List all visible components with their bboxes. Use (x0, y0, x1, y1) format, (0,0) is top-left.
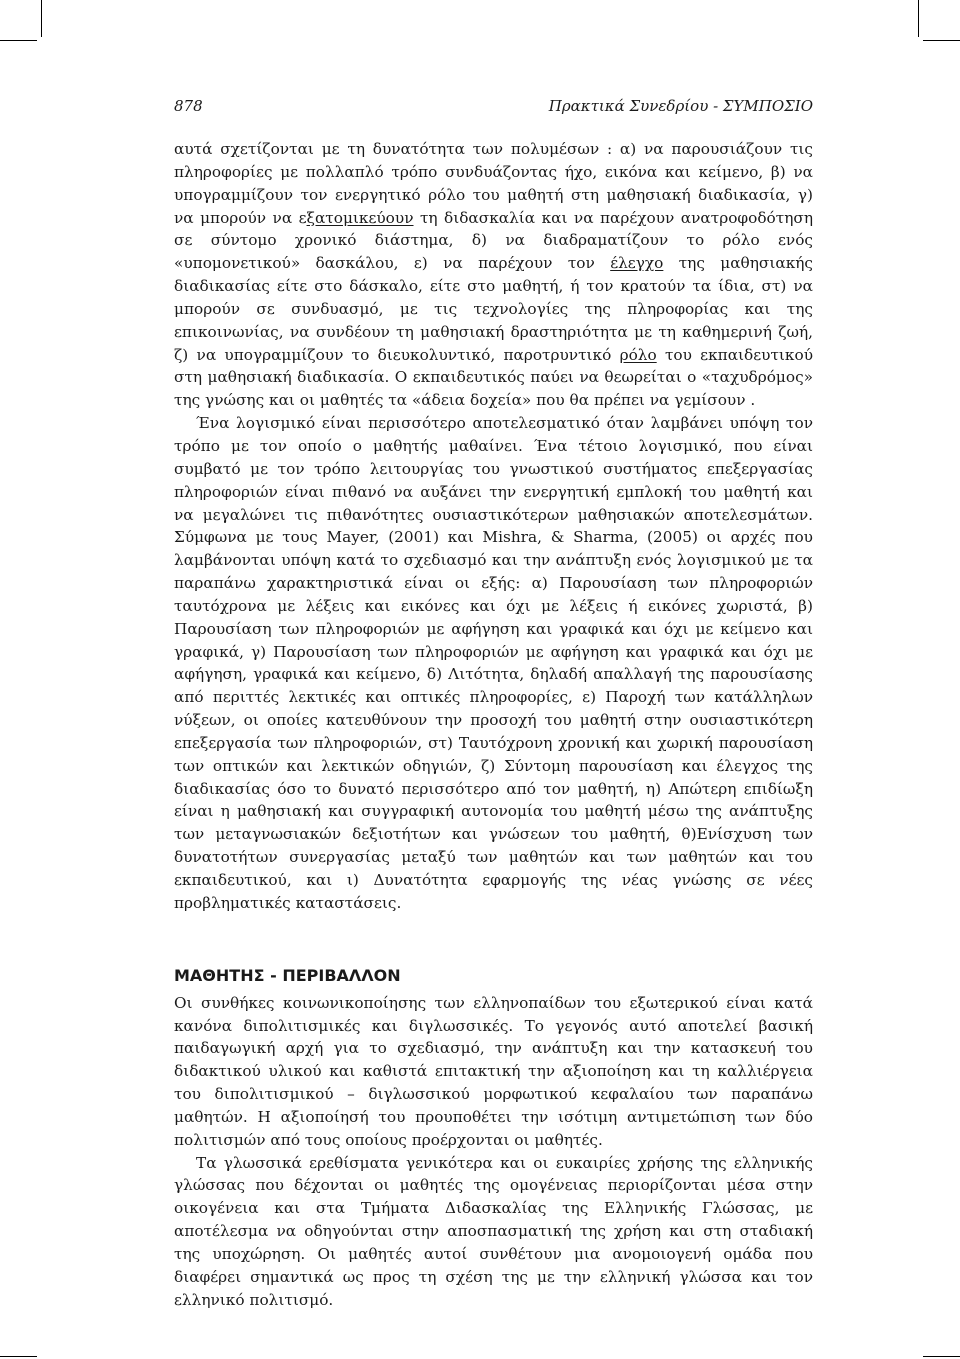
paragraph-effective-software: Ένα λογισμικό είναι περισσότερο αποτελεσματικό όταν λαμβάνει υπόψη τον τρόπο με τον οποίο ο μαθητής μαθαίνει. Ένα τέτοιο λογισμικό, που είναι συμβατό με τον τρόπο λειτουργίας του γνωστικού συστήματος επεξεργασίας πληροφοριών είναι πιθανό να αυξάνει την ενεργητική εμπλοκή του μαθητή και να μεγαλώνει τις πιθανότητες ουσιαστικότερων μαθησιακών αποτελεσμάτων. Σύμφωνα με τους Mayer, (2001) και Mishra, & Sharma, (2005) οι αρχές που λαμβάνονται υπόψη κατά το σχεδιασμό και την ανάπτυξη ενός λογισμικού με τα παραπάνω χαρακτηριστικά είναι οι εξής: α) Παρουσίαση των πληροφοριών ταυτόχρονα με λέξεις και εικόνες και όχι με λέξεις ή εικόνες χωριστά, β) Παρουσίαση των πληροφοριών με αφήγηση και γραφικά και όχι με κείμενο και γραφικά, γ) Παρουσίαση των πληροφοριών με αφήγηση και γραφικά και όχι με αφήγηση, γραφικά και κείμενο, δ) Λιτότητα, δηλαδή απαλλαγή της παρουσίασης από περιττές λεκτικές και οπτικές πληροφορίες, ε) Παροχή των κατάλληλων νύξεων, οι οποίες κατευθύνουν την προσοχή του μαθητή στην ουσιαστικότερη επεξεργασία των πληροφοριών, στ) Ταυτόχρονη χρονική και χωρική παρουσίαση των οπτικών και λεκτικών οδηγιών, ζ) Σύντομη παρουσίαση και έλεγχος της διαδικασίας όσο το δυνατό περισσότερο από τον μαθητή, η) Απώτερη επιδίωξη είναι η μαθησιακή και συγγραφική αυτονομία του μαθητή μέσω της ανάπτυξης των μεταγνωσιακών δεξιοτήτων και γνώσεων του μαθητή, θ)Ενίσχυση των δυνατοτήτων συνεργασίας μεταξύ των μαθητών και των μαθητών και του εκπαιδευτικού, και ι) Δυνατότητα εφαρμογής της νέας γνώσης σε νέες προβληματικές καταστάσεις. (174, 414, 813, 912)
crop-mark-top-right-vertical (918, 0, 919, 37)
page-number: 878 (174, 97, 203, 115)
page-body (174, 138, 813, 1312)
crop-mark-bottom-left (0, 1356, 37, 1357)
text-run: τη διδασκαλία και να παρέχουν ανατροφοδότηση σε σύντομο χρονικό διάστημα, δ) να διαδραματίζουν το ρόλο ενός «υπομονετικού» δασκάλου, ε) να παρέχουν τον (174, 208, 813, 273)
text-run: αυτά σχετίζονται με τη δυνατότητα των πολυμέσων : α) να παρουσιάζουν τις πληροφορίες με πολλαπλό τρόπο συνδυάζοντας ήχο, εικόνα και κείμενο, β) να υπογραμμίζουν τον ενεργητικό ρόλο του μαθητή στη μαθησιακή διαδικασία, γ) να μπορούν να ε (174, 140, 813, 227)
crop-mark-top-left-vertical (41, 0, 42, 37)
section-heading: ΜΑΘΗΤΗΣ - ΠΕΡΙΒΑΛΛΟΝ (174, 965, 401, 985)
crop-mark-bottom-right (923, 1356, 960, 1357)
underlined-word: ρόλο (619, 345, 657, 364)
text-run: της μαθησιακής διαδικασίας είτε στο δάσκαλο, είτε στο μαθητή, ή τον κρατούν τα ίδια, στ) να μπορούν σε συνδυασμό, με τις τεχνολογίες της πληροφορίας και της επικοινωνίας, να συνδέουν τη μαθησιακή δραστηριότητα με τη καθημερινή ζωή, ζ) να υπογραμμίζουν το διευκολυντικό, παροτρυντικό (174, 254, 813, 364)
underlined-word: έλεγχο (610, 254, 664, 273)
crop-mark-top-left-horizontal (0, 40, 37, 41)
paragraph-language-stimuli: Τα γλωσσικά ερεθίσματα γενικότερα και οι ευκαιρίες χρήσης της ελληνικής γλώσσας που δέχονται οι μαθητές της ομογένειας περιορίζονται μέσα στην οικογένεια και στα Τμήματα Διδασκαλίας της Ελληνικής Γλώσσας, με αποτέλεσμα να οδηγούνται στην αποσπασματική της χρήση και στη σταδιακή της υποχώρηση. Οι μαθητές αυτοί συνθέτουν μια ανομοιογενή ομάδα που διαφέρει σημαντικά ως προς τη σχέση της με την ελληνική γλώσσα και τον ελληνικό πολιτισμό. (174, 1153, 813, 1309)
underlined-word: ξατομικεύουν (306, 208, 414, 227)
paragraph-multimedia-capabilities (174, 138, 813, 412)
publication-title: Πρακτικά Συνεδρίου - ΣΥΜΠΟΣΙΟ (548, 97, 813, 115)
paragraph-socialization: Οι συνθήκες κοινωνικοποίησης των ελληνοπαίδων του εξωτερικού είναι κατά κανόνα διπολιτισμικές και διγλωσσικές. Το γεγονός αυτό αποτελεί βασική παιδαγωγική αρχή για το σχεδιασμό, την ανάπτυξη και την κατασκευή του διδακτικού υλικού και καθιστά επιτακτική την αξιοποίηση και τη καλλιέργεια του διπολιτισμικού – διγλωσσικού μορφωτικού κεφαλαίου των παραπάνω μαθητών. Η αξιοποίησή του προυποθέτει την ισότιμη αντιμετώπιση των δύο πολιτισμών από τους οποίους προέρχονται οι μαθητές. (174, 993, 813, 1149)
section-spacer (174, 915, 813, 960)
crop-mark-top-right-horizontal (923, 40, 960, 41)
text-run: του εκπαιδευτικού στη μαθησιακή διαδικασία. Ο εκπαιδευτικός παύει να θεωρείται ο «ταχυδρόμος» της γνώσης και οι μαθητές τα «άδεια δοχεία» που θα πρέπει να γεμίσουν . (174, 345, 814, 410)
running-head (174, 94, 813, 118)
